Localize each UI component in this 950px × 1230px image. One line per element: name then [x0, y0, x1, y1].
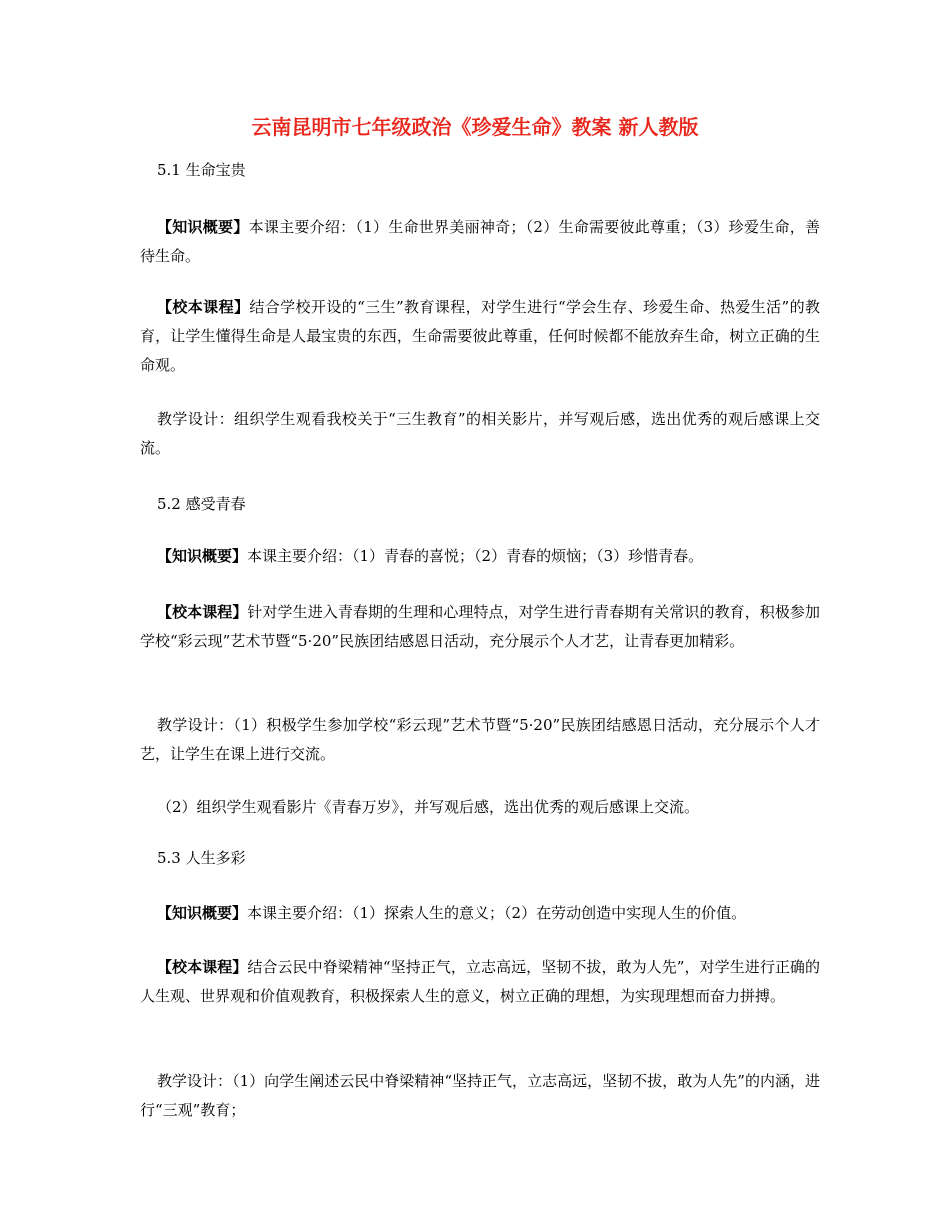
paragraph-text: 本课主要介绍：（1）青春的喜悦；（2）青春的烦恼；（3）珍惜青春。: [247, 547, 704, 565]
paragraph-text: 针对学生进入青春期的生理和心理特点，对学生进行青春期有关常识的教育，积极参加学校“彩云现”艺术节暨“5·20”民族团结感恩日活动，充分展示个人才艺，让青春更加精彩。: [140, 603, 820, 650]
paragraph-label: 【校本课程】: [157, 603, 248, 621]
paragraph-5-2-teaching-design: [140, 711, 820, 769]
paragraph-text: 结合云民中脊梁精神“坚持正气，立志高远，坚韧不拔，敢为人先”，对学生进行正确的人生观、世界观和价值观教育，积极探索人生的意义，树立正确的理想，为实现理想而奋力拼搏。: [140, 958, 820, 1005]
paragraph-label: 【知识概要】: [157, 547, 248, 565]
paragraph-5-1-knowledge: [140, 213, 820, 271]
paragraph-text: 教学设计：（1）积极学生参加学校“彩云现”艺术节暨“5·20”民族团结感恩日活动，充分展示个人才艺，让学生在课上进行交流。: [140, 716, 820, 763]
paragraph-5-2-school-course: [140, 598, 820, 656]
paragraph-5-3-teaching-design: [140, 1067, 820, 1125]
paragraph-label: 【知识概要】: [157, 904, 248, 922]
paragraph-text: 结合学校开设的“三生”教育课程，对学生进行“学会生存、珍爱生命、热爱生活”的教育，让学生懂得生命是人最宝贵的东西，生命需要彼此尊重，任何时候都不能放弃生命，树立正确的生命观。: [140, 298, 820, 374]
paragraph-text: 本课主要介绍：（1）探索人生的意义；（2）在劳动创造中实现人生的价值。: [247, 904, 747, 922]
paragraph-text: （2）组织学生观看影片《青春万岁》，并写观后感，选出优秀的观后感课上交流。: [157, 798, 700, 816]
paragraph-text: 教学设计：组织学生观看我校关于“三生教育”的相关影片，并写观后感，选出优秀的观后感课上交流。: [140, 410, 820, 457]
paragraph-5-3-school-course: [140, 953, 820, 1011]
paragraph-5-1-teaching-design: [140, 405, 820, 463]
document-title: 云南昆明市七年级政治《珍爱生命》教案 新人教版: [251, 115, 699, 139]
paragraph-5-1-school-course: [140, 293, 820, 380]
section-heading-5-2: 5.2 感受青春: [157, 495, 246, 513]
paragraph-text: 本课主要介绍：（1）生命世界美丽神奇；（2）生命需要彼此尊重；（3）珍爱生命，善待生命。: [140, 218, 820, 265]
paragraph-label: 【校本课程】: [157, 298, 250, 316]
paragraph-5-3-knowledge: [140, 899, 820, 928]
section-heading-5-3: 5.3 人生多彩: [157, 849, 246, 867]
paragraph-5-2-teaching-design-2: [140, 793, 820, 822]
section-heading-5-1: 5.1 生命宝贵: [157, 161, 246, 179]
paragraph-5-2-knowledge: [140, 542, 820, 571]
paragraph-text: 教学设计：（1）向学生阐述云民中脊梁精神“坚持正气，立志高远，坚韧不拔，敢为人先”的内涵，进行“三观”教育；: [140, 1072, 820, 1119]
paragraph-label: 【知识概要】: [157, 218, 249, 236]
paragraph-label: 【校本课程】: [157, 958, 248, 976]
